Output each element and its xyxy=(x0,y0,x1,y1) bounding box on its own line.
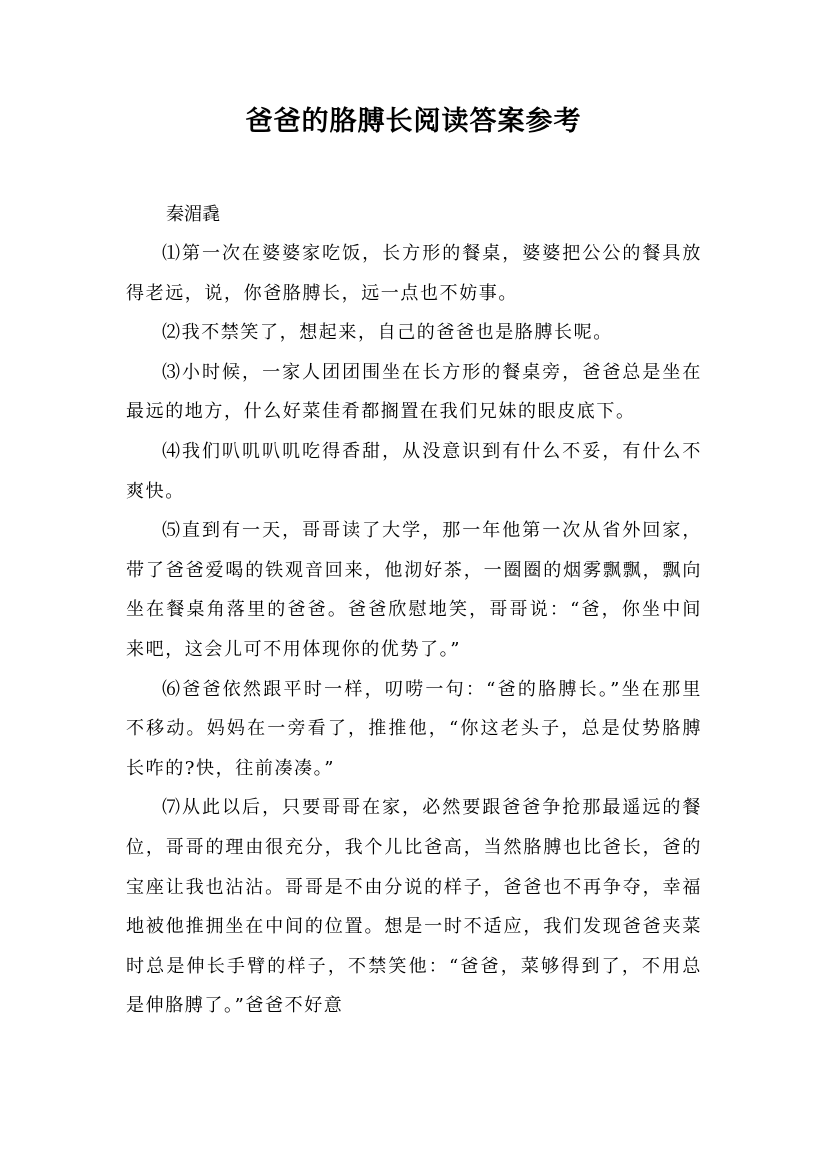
author-name: 秦湄毳 xyxy=(166,204,220,225)
document-title: 爸爸的胳膊长阅读答案参考 xyxy=(245,106,582,137)
paragraph-6: ⑹爸爸依然跟平时一样，叨唠一句：“爸的胳膊长。”坐在那里不移动。妈妈在一旁看了，推推他，“你这老头子，总是仗势胳膊长咋的?快，往前凑凑。” xyxy=(126,678,702,779)
document-body xyxy=(126,196,702,1026)
paragraph-3: ⑶小时候，一家人团团围坐在长方形的餐桌旁，爸爸总是坐在最远的地方，什么好菜佳肴都搁置在我们兄妹的眼皮底下。 xyxy=(126,361,702,423)
paragraph-2: ⑵我不禁笑了，想起来，自己的爸爸也是胳膊长呢。 xyxy=(162,322,613,344)
paragraph-5: ⑸直到有一天，哥哥读了大学，那一年他第一次从省外回家，带了爸爸爱喝的铁观音回来，他沏好茶，一圈圈的烟雾飘飘，飘向坐在餐桌角落里的爸爸。爸爸欣慰地笑，哥哥说：“爸，你坐中间来吧，这会儿可不用体现你的优势了。” xyxy=(126,520,702,660)
paragraph-1: ⑴第一次在婆婆家吃饭，长方形的餐桌，婆婆把公公的餐具放得老远，说，你爸胳膊长，远一点也不妨事。 xyxy=(126,243,702,304)
paragraph-7: ⑺从此以后，只要哥哥在家，必然要跟爸爸争抢那最遥远的餐位，哥哥的理由很充分，我个儿比爸高，当然胳膊也比爸长，爸的宝座让我也沾沾。哥哥是不由分说的样子，爸爸也不再争夺，幸福地被他推拥坐在中间的位置。想是一时不适应，我们发现爸爸夹菜时总是伸长手臂的样子，不禁笑他：“爸爸，菜够得到了，不用总是伸胳膊了。”爸爸不好意 xyxy=(126,797,702,1017)
paragraph-4: ⑷我们叭叽叭叽吃得香甜，从没意识到有什么不妥，有什么不爽快。 xyxy=(126,440,702,502)
